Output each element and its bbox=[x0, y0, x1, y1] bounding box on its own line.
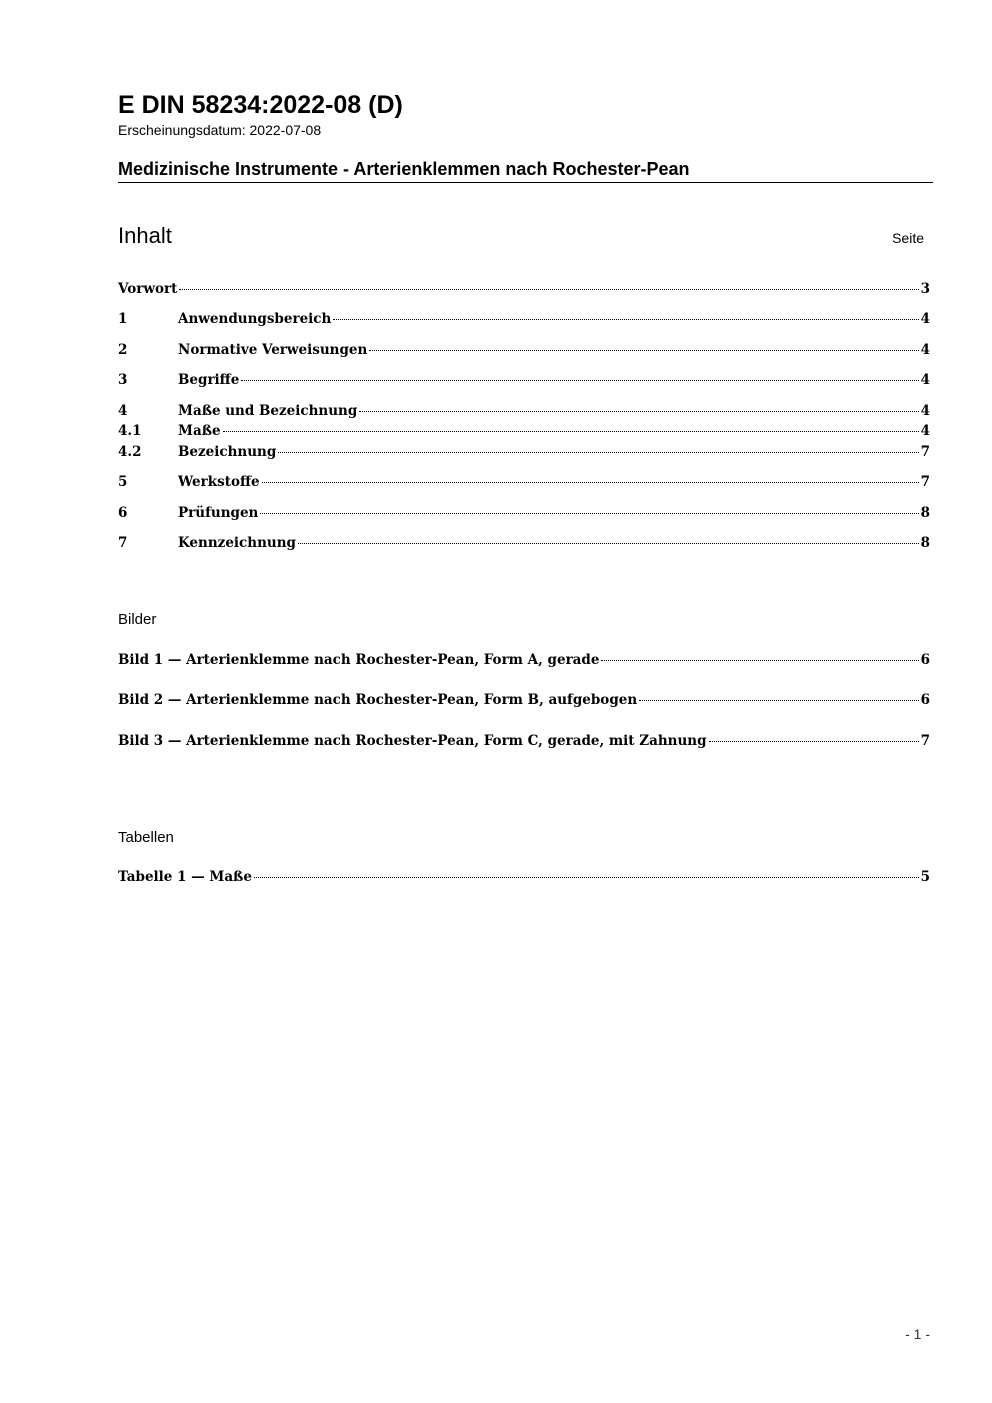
figure-entry-text: Bild 3 — Arterienklemme nach Rochester-Pean, Form C, gerade, mit Zahnung bbox=[118, 733, 707, 749]
toc-leader-dots bbox=[260, 513, 918, 514]
toc-entry-text: Normative Verweisungen bbox=[178, 342, 368, 358]
toc-entry-page: 8 bbox=[920, 535, 930, 551]
tables-heading: Tabellen bbox=[118, 829, 174, 846]
toc-entry-number: 2 bbox=[118, 342, 128, 358]
toc-entry-number: 4.1 bbox=[118, 423, 142, 439]
page-number: - 1 - bbox=[905, 1326, 930, 1342]
toc-entry-text: Begriffe bbox=[178, 372, 240, 388]
toc-leader-dots bbox=[359, 411, 918, 412]
toc-leader-dots bbox=[278, 452, 918, 453]
toc-entry[interactable] bbox=[118, 442, 930, 462]
toc-page-column-label: Seite bbox=[892, 230, 924, 246]
toc-leader-dots bbox=[179, 289, 918, 290]
toc-leader-dots bbox=[709, 741, 919, 742]
toc-leader-dots bbox=[369, 350, 918, 351]
toc-entry-text: Bezeichnung bbox=[178, 444, 277, 460]
toc-entry-text: Prüfungen bbox=[178, 505, 259, 521]
toc-entry-number: 3 bbox=[118, 372, 128, 388]
toc-entry-page: 4 bbox=[920, 423, 930, 439]
toc-entry-number: 7 bbox=[118, 535, 128, 551]
toc-entry-page: 4 bbox=[920, 342, 930, 358]
toc-entry-number: 1 bbox=[118, 311, 128, 327]
toc-leader-dots bbox=[223, 431, 919, 432]
toc-entry-text: Anwendungsbereich bbox=[178, 311, 332, 327]
toc-entry[interactable] bbox=[118, 472, 930, 492]
toc-entry-number: 5 bbox=[118, 474, 128, 490]
toc-entry[interactable] bbox=[118, 401, 930, 421]
table-entry-text: Tabelle 1 — Maße bbox=[118, 869, 252, 885]
toc-heading: Inhalt bbox=[118, 223, 172, 248]
toc-leader-dots bbox=[254, 877, 919, 878]
toc-leader-dots bbox=[298, 543, 919, 544]
toc-entry-page: 3 bbox=[920, 281, 930, 297]
toc-entry-page: 4 bbox=[920, 311, 930, 327]
figure-entry-page: 7 bbox=[920, 733, 930, 749]
document-subject: Medizinische Instrumente - Arterienklemmen nach Rochester-Pean bbox=[118, 158, 933, 183]
toc-entry[interactable] bbox=[118, 370, 930, 390]
figures-heading: Bilder bbox=[118, 611, 157, 628]
figure-entry-page: 6 bbox=[920, 652, 930, 668]
document-id: E DIN 58234:2022-08 (D) bbox=[118, 91, 403, 119]
toc-entry-text: Werkstoffe bbox=[178, 474, 260, 490]
toc-entry-page: 4 bbox=[920, 372, 930, 388]
toc-entry[interactable] bbox=[118, 279, 930, 299]
toc-entry[interactable] bbox=[118, 421, 930, 441]
toc-entry-number: 6 bbox=[118, 505, 128, 521]
toc-entry-text: Maße und Bezeichnung bbox=[178, 403, 358, 419]
toc-entry-text: Maße bbox=[178, 423, 221, 439]
toc-entry[interactable] bbox=[118, 503, 930, 523]
publication-date: Erscheinungsdatum: 2022-07-08 bbox=[118, 122, 322, 138]
toc-entry-page: 7 bbox=[920, 444, 930, 460]
toc-entry-text: Kennzeichnung bbox=[178, 535, 296, 551]
figure-entry[interactable] bbox=[118, 650, 930, 670]
toc-leader-dots bbox=[639, 700, 918, 701]
toc-leader-dots bbox=[262, 482, 919, 483]
toc-entry-page: 7 bbox=[920, 474, 930, 490]
toc-entry[interactable] bbox=[118, 309, 930, 329]
toc-leader-dots bbox=[241, 380, 918, 381]
toc-leader-dots bbox=[333, 319, 918, 320]
figure-entry[interactable] bbox=[118, 731, 930, 751]
toc-entry[interactable] bbox=[118, 340, 930, 360]
toc-entry[interactable] bbox=[118, 533, 930, 553]
toc-entry-page: 4 bbox=[920, 403, 930, 419]
toc-entry-text: Vorwort bbox=[118, 281, 178, 297]
table-entry-page: 5 bbox=[920, 869, 930, 885]
toc-leader-dots bbox=[601, 660, 918, 661]
figure-entry-page: 6 bbox=[920, 692, 930, 708]
toc-entry-page: 8 bbox=[920, 505, 930, 521]
toc-entry-number: 4.2 bbox=[118, 444, 142, 460]
figure-entry-text: Bild 1 — Arterienklemme nach Rochester-Pean, Form A, gerade bbox=[118, 652, 600, 668]
toc-entry-number: 4 bbox=[118, 403, 128, 419]
table-entry[interactable] bbox=[118, 867, 930, 887]
figure-entry[interactable] bbox=[118, 690, 930, 710]
figure-entry-text: Bild 2 — Arterienklemme nach Rochester-Pean, Form B, aufgebogen bbox=[118, 692, 638, 708]
